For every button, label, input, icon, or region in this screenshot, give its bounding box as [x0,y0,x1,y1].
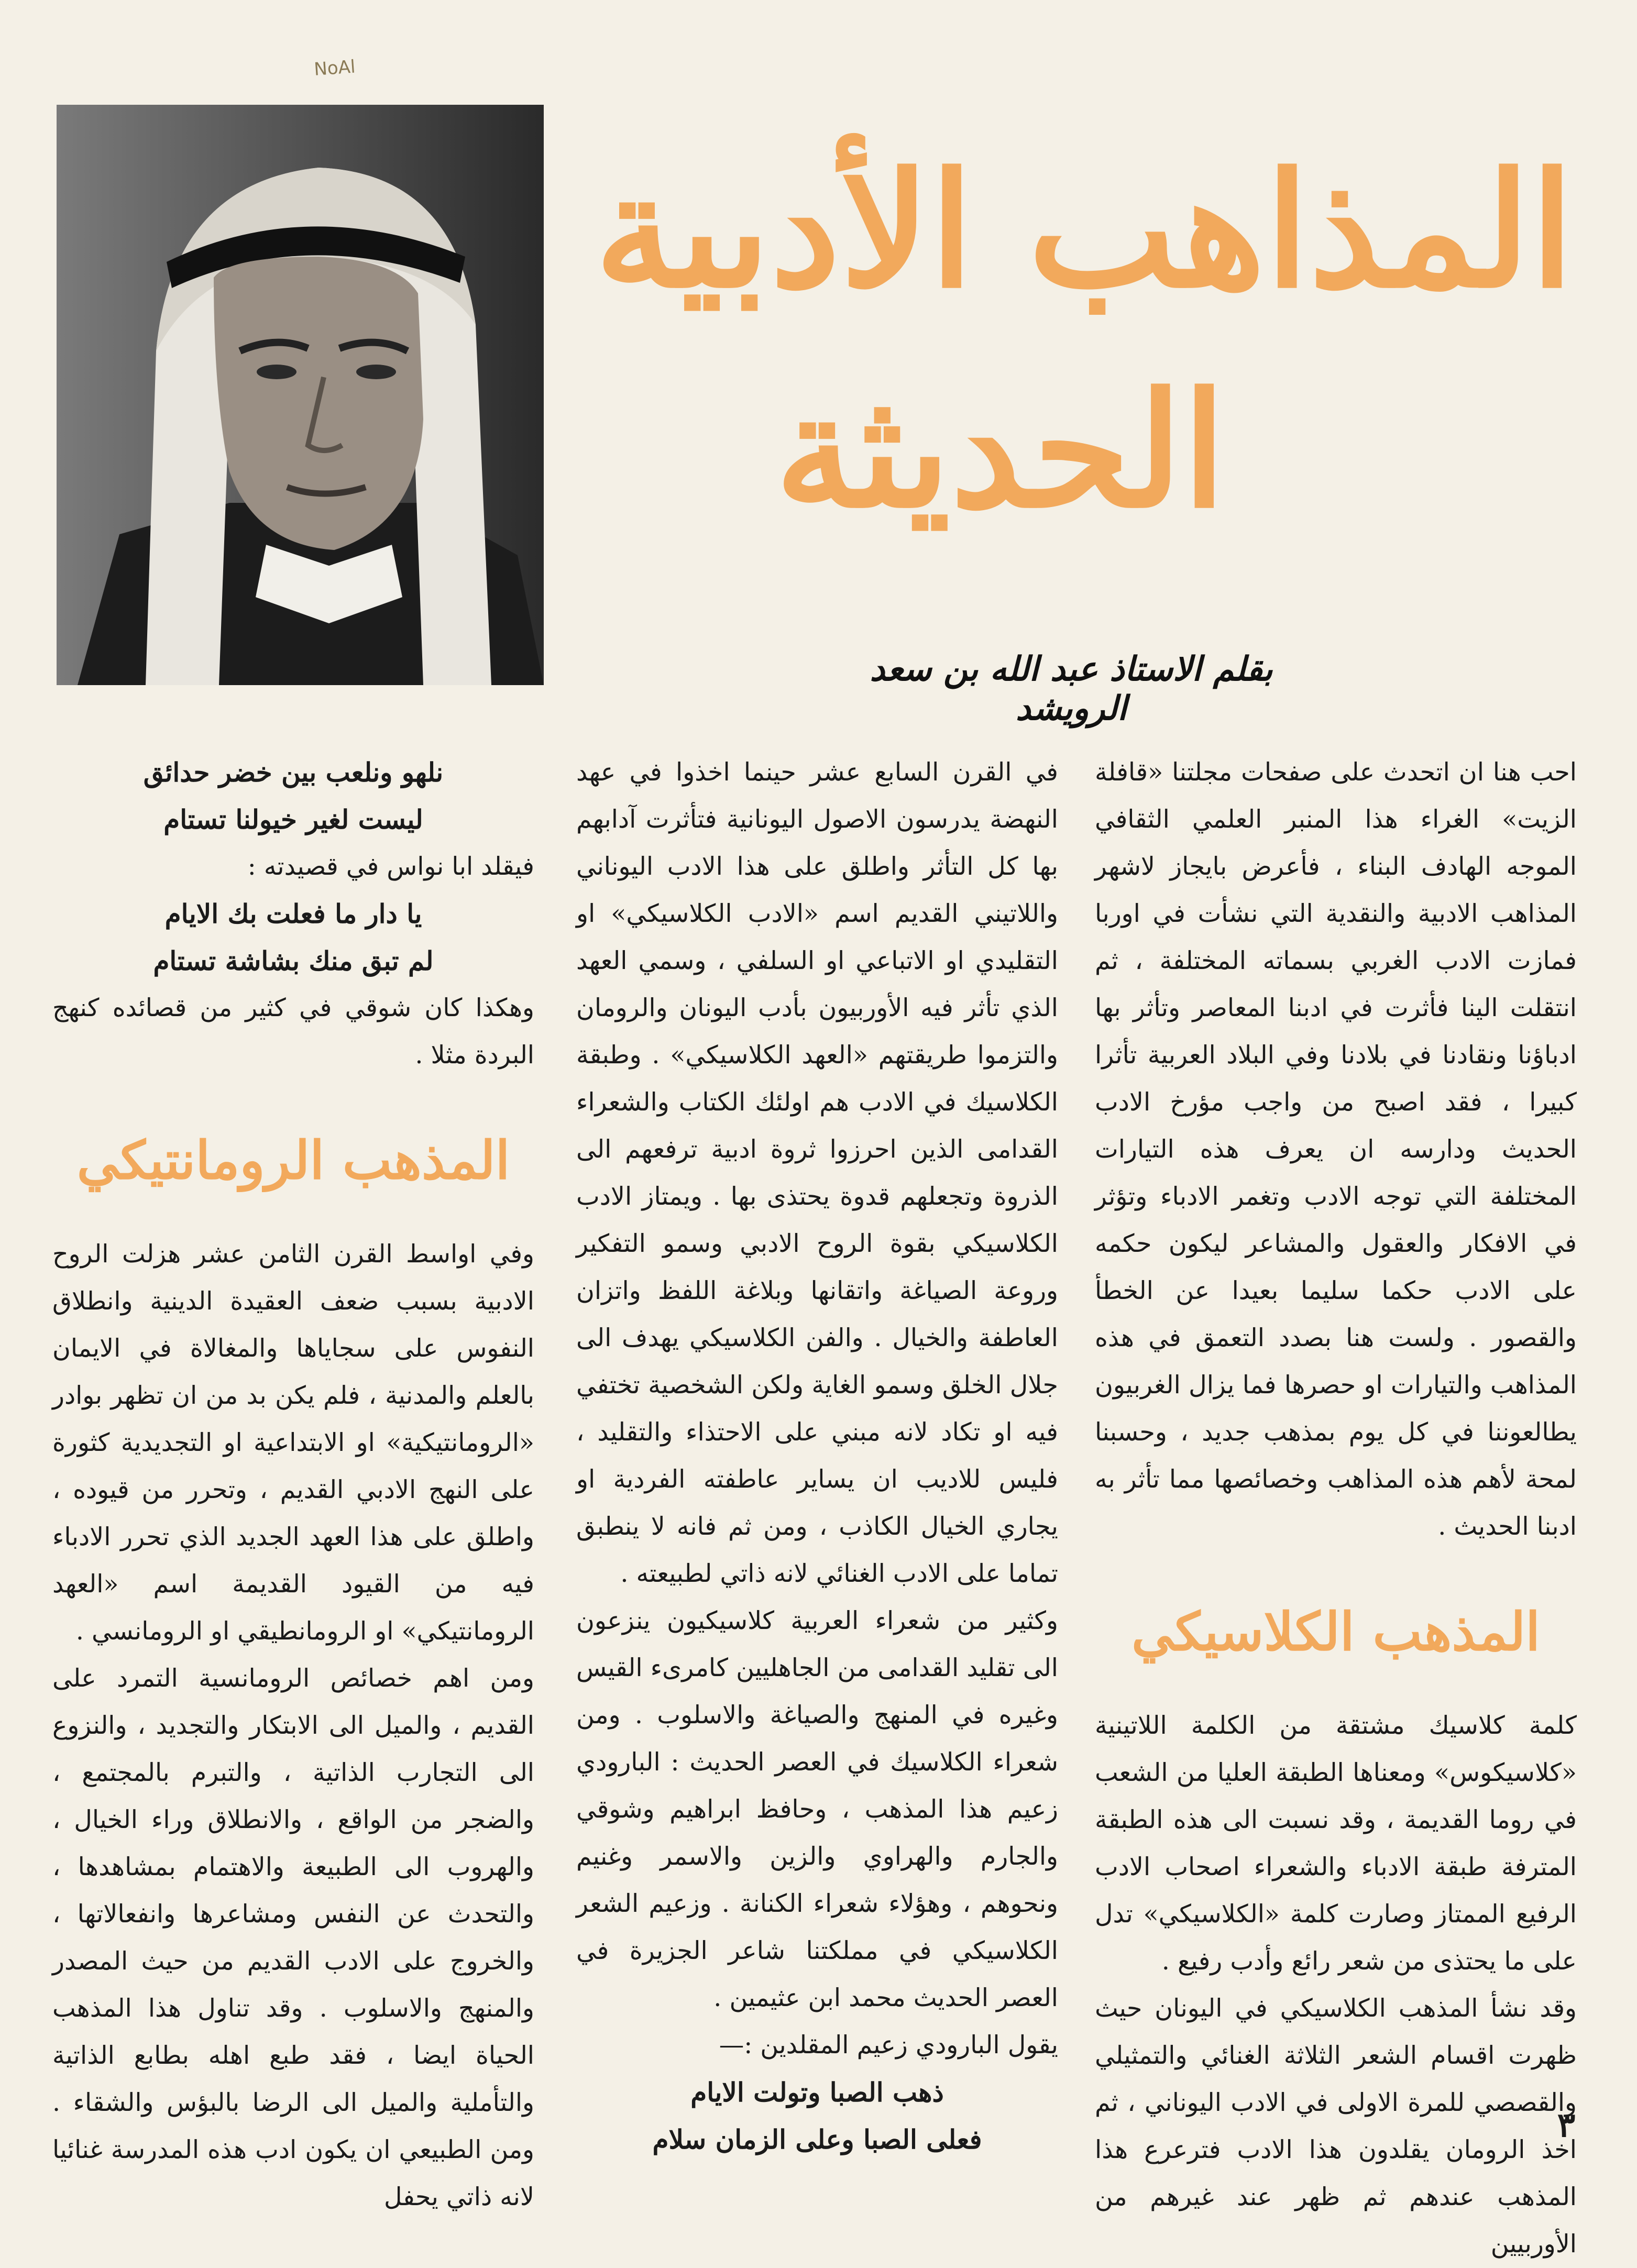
verse-line: لم تبق منك بشاشة تستام [153,945,434,976]
title-line-2: الحديثة [775,358,1226,543]
paragraph: وقد نشأ المذهب الكلاسيكي في اليونان حيث ظهرت اقسام الشعر الثلاثة الغنائي والتمثيلي والقصصي للمرة الاولى في الادب اليوناني ، ثم اخذ الرومان يقلدون هذا الادب فترعرع هذا المذهب عندهم ثم ظهر عند غيرهم من الأوربيين [1095,1994,1577,2259]
column-middle [576,749,1058,2163]
paragraph: وهكذا كان شوقي في كثير من قصائده كنهج البردة مثلا . [52,994,534,1070]
section-heading-romanticism: المذهب الرومانتيكي [76,1129,510,1191]
paragraph: وفي اواسط القرن الثامن عشر هزلت الروح الادبية بسبب ضعف العقيدة الدينية وانطلاق النفوس على سجاياها والمغالاة في الايمان بالعلم والمدنية ، فلم يكن بد من ان تظهر بوادر «الرومانتيكية» او الابتداعية او التجديدية كثورة على النهج الادبي القديم ، وتحرر من قيوده ، واطلق على هذا العهد الجديد الذي تحرر الادباء فيه من القيود القديمة اسم «العهد الرومانتيكي» او الرومانطيقي او الرومانسي . [52,1240,534,1646]
handwritten-note: NoAl [313,56,356,80]
paragraph: في القرن السابع عشر حينما اخذوا في عهد النهضة يدرسون الاصول اليونانية فتأثرت آدابهم بها كل التأثر واطلق على هذا الادب اليوناني واللاتيني القديم اسم «الادب الكلاسيكي» او التقليدي او الاتباعي او السلفي ، وسمي العهد الذي تأثر فيه الأوربيون بأدب اليونان والرومان والتزموا طريقتهم «العهد الكلاسيكي» . وطبقة الكلاسيك في الادب هم اولئك الكتاب والشعراء القدامى الذين احرزوا ثروة ادبية ترفعهم الى الذروة وتجعلهم قدوة يحتذى بها . ويمتاز الادب الكلاسيكي بقوة الروح الادبي وسمو التفكير وروعة الصياغة واتقانها وبلاغة اللفظ واتزان العاطفة والخيال . والفن الكلاسيكي يهدف الى جلال الخلق وسمو الغاية ولكن الشخصية تختفي فيه او تكاد لانه مبني على الاحتذاء والتقليد ، فليس للاديب ان يساير عاطفته الفردية او يجاري الخيال الكاذب ، ومن ثم فانه لا ينطبق تماما على الادب الغنائي لانه ذاتي لطبيعته . [576,758,1058,1588]
verse-line: فعلى الصبا وعلى الزمان سلام [652,2124,982,2155]
intro-paragraph: احب هنا ان اتحدث على صفحات مجلتنا «قافلة الزيت» الغراء هذا المنبر العلمي الثقافي الموجه الهادف البناء ، فأعرض بايجاز لاشهر المذاهب الادبية والنقدية التي نشأت في اوربا فمازت الادب الغربي بسماته المختلفة ، ثم انتقلت الينا فأثرت في ادبنا المعاصر وتأثر بها ادباؤنا ونقادنا في بلادنا وفي البلاد العربية تأثرا كبيرا ، فقد اصبح من واجب مؤرخ الادب الحديث ودارسه ان يعرف هذه التيارات المختلفة التي توجه الادب وتغمر الادباء وتؤثر في الافكار والعقول والمشاعر ليكون حكمه على الادب حكما سليما بعيدا عن الخطأ والقصور . ولست هنا بصدد التعمق في هذه المذاهب والتيارات او حصرها فما يزال الغربيون يطالعوننا في كل يوم بمذهب جديد ، وحسبنا لمحة لأهم هذه المذاهب وخصائصها مما تأثر به ادبنا الحديث . [1095,758,1577,1541]
verse-line: يا دار ما فعلت بك الايام [164,898,422,929]
author-portrait [57,105,544,685]
paragraph: كلمة كلاسيك مشتقة من الكلمة اللاتينية «كلاسيكوس» ومعناها الطبقة العليا من الشعب في روما القديمة ، وقد نسبت الى هذه الطبقة المترفة طبقة الادباء والشعراء اصحاب الادب الرفيع الممتاز وصارت كلمة «الكلاسيكي» تدل على ما يحتذى من شعر رائع وأدب رفيع . [1095,1711,1577,1976]
verse-line: نلهو ونلعب بين خضر حدائق [143,757,444,788]
page-number: ٣ [1557,2106,1576,2145]
paragraph: ومن اهم خصائص الرومانسية التمرد على القديم ، والميل الى الابتكار والتجديد ، والنزوع الى التجارب الذاتية ، والتبرم بالمجتمع ، والضجر من الواقع ، والانطلاق وراء الخيال ، والهروب الى الطبيعة والاهتمام بمشاهدها ، والتحدث عن النفس ومشاعرها وانفعالاتها ، والخروج على الادب القديم من حيث المصدر والمنهج والاسلوب . وقد تناول هذا المذهب الحياة ايضا ، فقد طبع اهله بطابع الذاتية والتأملية والميل الى الرضا بالبؤس والشقاء . ومن الطبيعي ان يكون ادب هذه المدرسة غنائيا لانه ذاتي يحفل [52,1664,534,2211]
paragraph: يقول البارودي زعيم المقلدين :— [719,2031,1058,2060]
paragraph: وكثير من شعراء العربية كلاسيكيون ينزعون الى تقليد القدامى من الجاهليين كامرىء القيس وغيره في المنهج والصياغة والاسلوب . ومن شعراء الكلاسيك في العصر الحديث : البارودي زعيم هذا المذهب ، وحافظ ابراهيم وشوقي والجارم والهراوي والزين والاسمر وغنيم ونحوهم ، وهؤلاء شعراء الكنانة . وزعيم الشعر الكلاسيكي في مملكتنا شاعر الجزيرة في العصر الحديث محمد ابن عثيمين . [576,1606,1058,2012]
title-line-1: المذاهب الأدبية [595,138,1574,323]
column-left [52,749,534,2221]
article-title [581,120,1587,560]
verse-line: ليست لغير خيولنا تستام [163,804,423,835]
author-byline: بقلم الاستاذ عبد الله بن سعد الرويشد [870,649,1273,728]
portrait-illustration [57,105,544,685]
column-right [1095,749,1577,2268]
section-heading-classicism: المذهب الكلاسيكي [1131,1601,1540,1663]
paragraph: فيقلد ابا نواس في قصيدته : [247,852,534,881]
verse-line: ذهب الصبا وتولت الايام [690,2077,944,2108]
